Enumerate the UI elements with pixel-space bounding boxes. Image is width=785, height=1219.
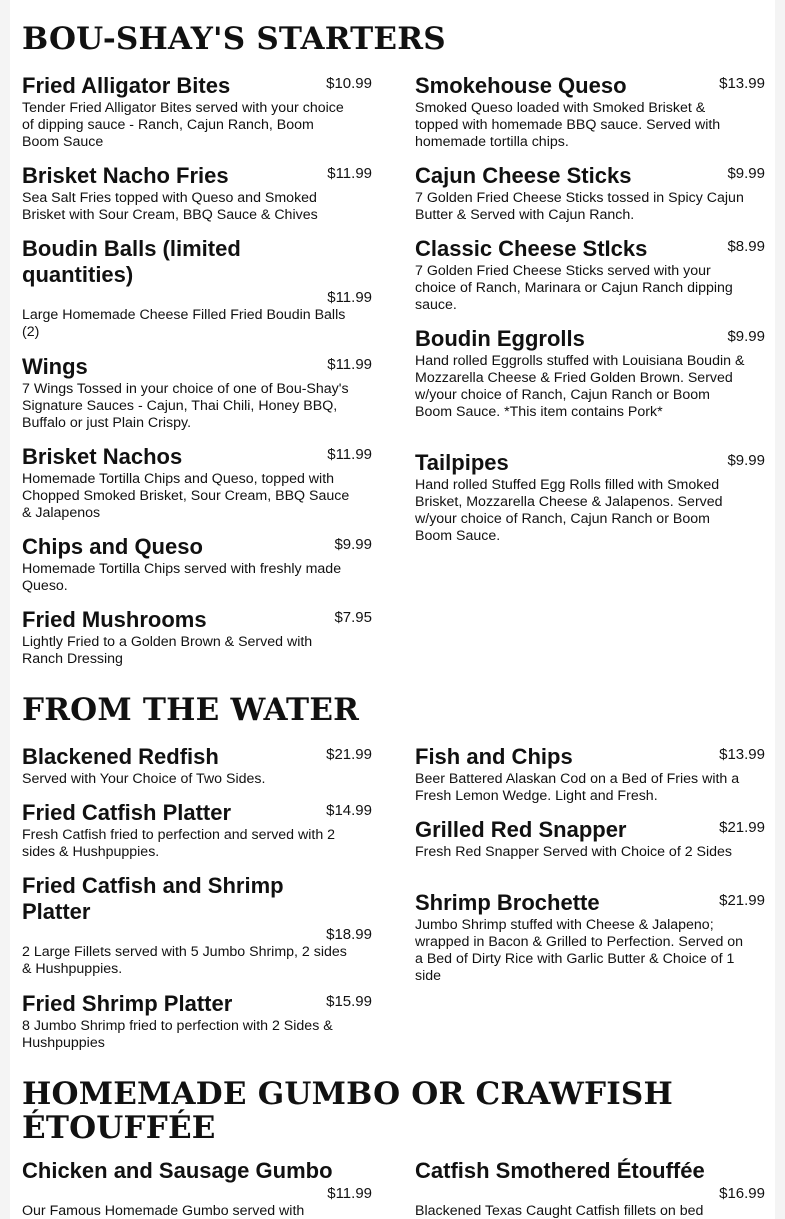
menu-item: [22, 354, 372, 432]
item-price: $8.99: [727, 238, 765, 255]
item-description: Lightly Fried to a Golden Brown & Served with Ranch Dressing: [22, 634, 313, 667]
menu-item: [415, 73, 765, 151]
item-price: $15.99: [326, 993, 372, 1010]
item-description: Blackened Texas Caught Catfish fillets on bed: [415, 1203, 704, 1219]
item-description: 7 Golden Fried Cheese Sticks tossed in Spicy Cajun Butter & Served with Cajun Ranch.: [415, 190, 744, 223]
item-description: Hand rolled Eggrolls stuffed with Louisiana Boudin & Mozzarella Cheese & Fried Golden Brown. Served w/your choice of Ranch, Cajun Ranch or Boom Boom Sauce. *This item contains Pork*: [415, 353, 745, 420]
item-description: Fresh Red Snapper Served with Choice of 2 Sides: [415, 844, 733, 860]
item-name: Fried Alligator Bites: [22, 73, 231, 98]
menu-item: [22, 73, 372, 151]
item-name: Fried Catfish and Shrimp Platter: [22, 873, 284, 924]
item-name: Chips and Queso: [22, 534, 203, 559]
section-title-gumbo: [22, 1077, 673, 1145]
item-name: Shrimp Brochette: [415, 890, 600, 915]
item-name: Fried Catfish Platter: [22, 800, 232, 825]
menu-item: [22, 800, 372, 861]
item-description: 7 Golden Fried Cheese Sticks served with your choice of Ranch, Marinara or Cajun Ranch dipping sauce.: [415, 263, 733, 313]
item-price: $11.99: [327, 1185, 372, 1202]
item-name: Grilled Red Snapper: [415, 817, 627, 842]
item-description: 2 Large Fillets served with 5 Jumbo Shrimp, 2 sides & Hushpuppies.: [22, 944, 347, 977]
item-price: $18.99: [326, 926, 372, 943]
item-price: $9.99: [727, 328, 765, 345]
item-name: Cajun Cheese Sticks: [415, 163, 632, 188]
item-price: $21.99: [326, 746, 372, 763]
item-price: $11.99: [327, 289, 372, 306]
item-description: Homemade Tortilla Chips served with freshly made Queso.: [22, 561, 342, 594]
menu-item: [22, 534, 372, 595]
item-price: $13.99: [719, 75, 765, 92]
item-price: $16.99: [719, 1185, 765, 1202]
menu-item: [22, 444, 372, 522]
menu-item: [415, 326, 765, 421]
item-price: $11.99: [327, 356, 372, 373]
item-price: $11.99: [327, 165, 372, 182]
menu-item: [22, 236, 372, 341]
item-name: Blackened Redfish: [22, 744, 219, 769]
section-title-starters: BOU-SHAY'S STARTERS: [22, 21, 446, 57]
item-name: Classic Cheese StIcks: [415, 236, 648, 261]
item-name: Chicken and Sausage Gumbo: [22, 1158, 333, 1183]
item-description: 7 Wings Tossed in your choice of one of Bou-Shay's Signature Sauces - Cajun, Thai Chili, Honey BBQ, Buffalo or just Plain Crispy.: [22, 381, 349, 431]
item-name: Fish and Chips: [415, 744, 573, 769]
item-price: $13.99: [719, 746, 765, 763]
menu-item: [22, 873, 372, 978]
menu-item: [415, 450, 765, 545]
section-title-line: HOMEMADE GUMBO OR CRAWFISH: [22, 1076, 674, 1112]
item-price: $21.99: [719, 892, 765, 909]
menu-item: [22, 1158, 372, 1219]
menu-item: [22, 607, 372, 668]
item-price: $9.99: [727, 452, 765, 469]
item-description: Smoked Queso loaded with Smoked Brisket & topped with homemade BBQ sauce. Served with homemade tortilla chips.: [415, 100, 721, 150]
item-name: Brisket Nacho Fries: [22, 163, 229, 188]
menu-item: [415, 163, 765, 224]
item-name: Fried Shrimp Platter: [22, 991, 233, 1016]
item-description: Tender Fried Alligator Bites served with your choice of dipping sauce - Ranch, Cajun Ranch, Boom Boom Sauce: [22, 100, 344, 150]
item-description: Jumbo Shrimp stuffed with Cheese & Jalapeno; wrapped in Bacon & Grilled to Perfection. Served on a Bed of Dirty Rice with Garlic Butter & Choice of 1 side: [415, 917, 744, 984]
item-description: Large Homemade Cheese Filled Fried Boudin Balls (2): [22, 307, 346, 340]
item-price: $7.95: [334, 609, 372, 626]
item-description: Beer Battered Alaskan Cod on a Bed of Fries with a Fresh Lemon Wedge. Light and Fresh.: [415, 771, 740, 804]
item-name: Tailpipes: [415, 450, 509, 475]
item-price: $9.99: [334, 536, 372, 553]
item-price: $11.99: [327, 446, 372, 463]
menu-item: [22, 163, 372, 224]
item-price: $10.99: [326, 75, 372, 92]
item-name: Catfish Smothered Étouffée: [415, 1158, 705, 1183]
menu-item: [415, 236, 765, 314]
menu-item: [22, 744, 372, 788]
menu-item: [415, 890, 765, 985]
item-description: Served with Your Choice of Two Sides.: [22, 771, 266, 787]
item-description: 8 Jumbo Shrimp fried to perfection with 2 Sides & Hushpuppies: [22, 1018, 333, 1051]
item-price: $21.99: [719, 819, 765, 836]
menu-page: [10, 0, 775, 1219]
item-name: Fried Mushrooms: [22, 607, 207, 632]
menu-item: [415, 817, 765, 861]
item-description: Our Famous Homemade Gumbo served with: [22, 1203, 305, 1219]
section-title-from-the-water: FROM THE WATER: [22, 692, 360, 728]
item-name: Wings: [22, 354, 88, 379]
item-description: Homemade Tortilla Chips and Queso, topped with Chopped Smoked Brisket, Sour Cream, BBQ Sauce & Jalapenos: [22, 471, 350, 521]
item-name: Boudin Balls (limited quantities): [22, 236, 241, 287]
item-price: $14.99: [326, 802, 372, 819]
item-price: $9.99: [727, 165, 765, 182]
item-name: Boudin Eggrolls: [415, 326, 585, 351]
item-description: Sea Salt Fries topped with Queso and Smoked Brisket with Sour Cream, BBQ Sauce & Chives: [22, 190, 318, 223]
item-description: Fresh Catfish fried to perfection and served with 2 sides & Hushpuppies.: [22, 827, 336, 860]
section-title-line: ÉTOUFFÉE: [22, 1110, 216, 1146]
menu-item: [415, 744, 765, 805]
item-description: Hand rolled Stuffed Egg Rolls filled with Smoked Brisket, Mozzarella Cheese & Jalapenos. Served w/your choice of Ranch, Cajun Ranch or Boom Boom Sauce.: [415, 477, 723, 544]
menu-item: [22, 991, 372, 1052]
menu-item: [415, 1158, 765, 1219]
item-name: Smokehouse Queso: [415, 73, 627, 98]
item-name: Brisket Nachos: [22, 444, 183, 469]
